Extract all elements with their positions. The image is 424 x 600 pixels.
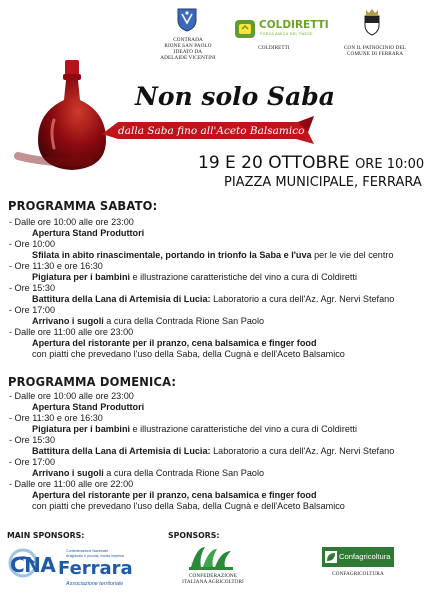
ferrara-crest-icon <box>363 8 381 36</box>
event-title: Non solo Saba <box>135 82 335 111</box>
cna-small1: Confederazione Nazionale <box>66 549 109 553</box>
list-item: Apertura del ristorante per il pranzo, cena balsamica e finger food <box>32 338 317 348</box>
contrada-caption: CONTRADA RIONE SAN PAOLO IDEATO DA ADELAIDE VICENTINI <box>160 37 216 61</box>
contrada-logo <box>165 8 209 32</box>
coldiretti-mark-icon <box>234 19 256 39</box>
list-item: con piatti che prevedano l'uso della Saba, della Cugnà e dell'Aceto Balsamico <box>32 349 345 359</box>
list-item: Sfilata in abito rinascimentale, portando in trionfo la Saba e l'uva per le vie del centro <box>32 250 394 260</box>
list-item: Apertura Stand Produttori <box>32 228 145 238</box>
confagricoltura-logo <box>322 547 394 567</box>
contrada-crest-icon <box>177 8 197 32</box>
list-item: - Ore 17:00 <box>9 457 55 467</box>
confagricoltura-name: Confagricoltura <box>339 552 391 561</box>
cna-city: Ferrara <box>58 558 133 579</box>
coldiretti-logo <box>234 17 330 41</box>
cna-assoc: Associazione territoriale <box>66 581 124 587</box>
comune-logo <box>363 8 381 41</box>
cia-logo <box>187 543 235 576</box>
coldiretti-caption: COLDIRETTI <box>258 45 290 51</box>
confagricoltura-leaf-icon <box>325 551 337 563</box>
cna-small2: Artigianato e piccola, media impresa <box>66 554 124 558</box>
cia-caption: CONFEDERAZIONE ITALIANA AGRICOLTORI <box>182 573 244 585</box>
list-item: - Dalle ore 10:00 alle ore 23:00 <box>9 217 134 227</box>
event-subtitle: dalla Saba fino all'Aceto Balsamico <box>118 125 305 137</box>
list-item: Arrivano i sugoli a cura della Contrada Rione San Paolo <box>32 316 265 326</box>
cia-mark-icon <box>187 543 235 571</box>
cna-abbr: CNA <box>10 553 56 577</box>
comune-caption: CON IL PATROCINIO DEL COMUNE DI FERRARA <box>343 45 407 57</box>
list-item: - Ore 17:00 <box>9 305 55 315</box>
saturday-program <box>9 217 421 360</box>
cna-ferrara-logo <box>8 546 143 592</box>
sunday-heading: PROGRAMMA DOMENICA: <box>8 374 177 389</box>
event-time: ORE 10:00 <box>355 157 424 172</box>
saturday-heading: PROGRAMMA SABATO: <box>8 198 158 213</box>
list-item: - Ore 15:30 <box>9 283 55 293</box>
list-item: Apertura Stand Produttori <box>32 402 145 412</box>
list-item: - Dalle ore 10:00 alle ore 23:00 <box>9 391 134 401</box>
list-item: Battitura della Lana di Artemisia di Lucia: Laboratorio a cura dell'Az. Agr. Nervi Stefano <box>32 294 395 304</box>
event-date-main: 19 E 20 OTTOBRE <box>198 153 350 173</box>
list-item: - Dalle ore 11:00 alle ore 22:00 <box>9 479 134 489</box>
coldiretti-name: COLDIRETTI <box>259 19 329 31</box>
list-item: Pigiatura per i bambini e illustrazione caratteristiche del vino a cura di Coldiretti <box>32 272 357 282</box>
main-sponsors-heading: MAIN SPONSORS: <box>7 531 85 540</box>
list-item: - Ore 15:30 <box>9 435 55 445</box>
confagricoltura-caption: CONFAGRICOLTURA <box>332 571 384 577</box>
saba-bottle-illustration <box>8 60 113 172</box>
list-item: - Dalle ore 11:00 alle ore 23:00 <box>9 327 134 337</box>
list-item: Battitura della Lana di Artemisia di Lucia: Laboratorio a cura dell'Az. Agr. Nervi Stefano <box>32 446 395 456</box>
list-item: - Ore 10:00 <box>9 239 55 249</box>
list-item: - Ore 11:30 e ore 16:30 <box>9 413 103 423</box>
list-item: - Ore 11:30 e ore 16:30 <box>9 261 103 271</box>
list-item: Pigiatura per i bambini e illustrazione caratteristiche del vino a cura di Coldiretti <box>32 424 357 434</box>
event-place: PIAZZA MUNICIPALE, FERRARA <box>224 175 422 190</box>
list-item: Apertura del ristorante per il pranzo, cena balsamica e finger food <box>32 490 317 500</box>
list-item: con piatti che prevedano l'uso della Saba, della Cugnà e dell'Aceto Balsamico <box>32 501 345 511</box>
list-item: Arrivano i sugoli a cura della Contrada Rione San Paolo <box>32 468 265 478</box>
sponsors-heading: SPONSORS: <box>168 531 220 540</box>
event-date <box>198 153 424 173</box>
coldiretti-tagline: FORZA AMICA DEL PAESE <box>260 32 313 36</box>
sunday-program <box>9 391 421 512</box>
